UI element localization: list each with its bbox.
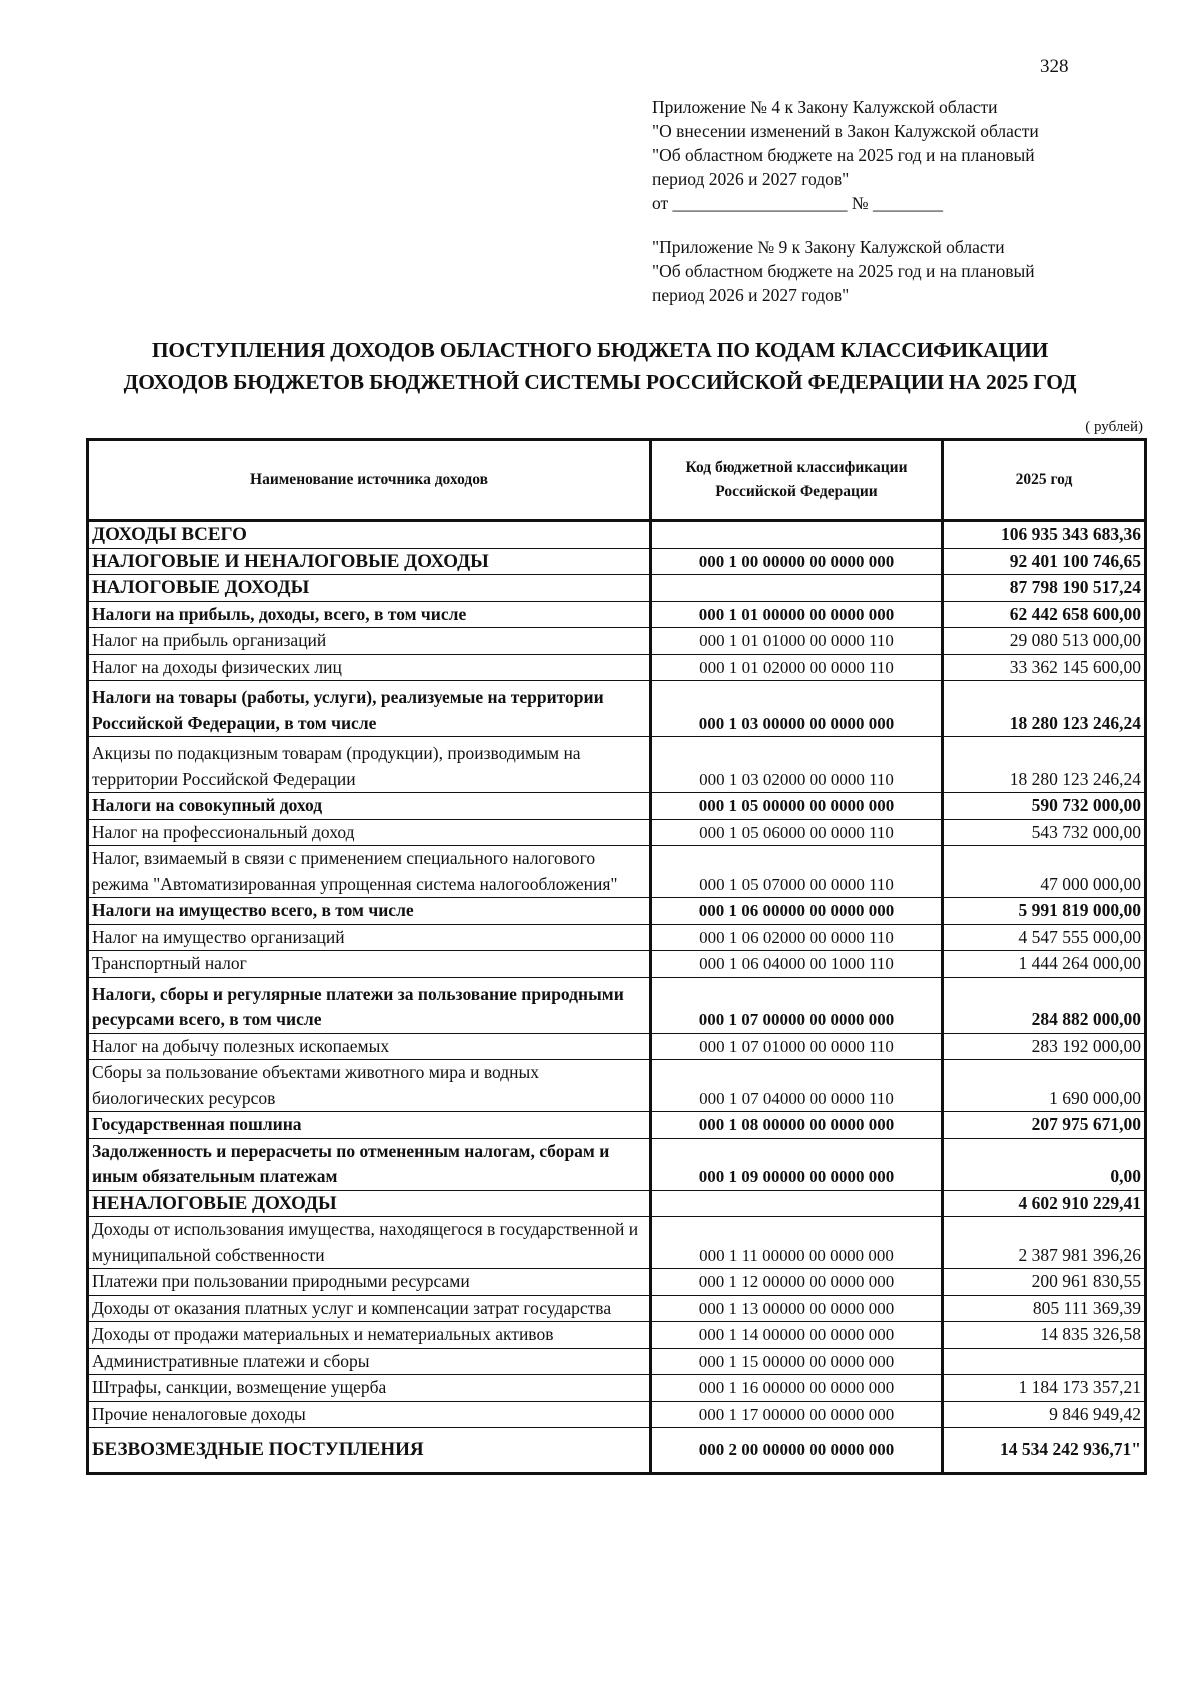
table-row bbox=[88, 1375, 1146, 1402]
row-name-cell: Налоги на товары (работы, услуги), реализуемые на территории Российской Федерации, в том числе bbox=[88, 681, 651, 737]
row-name-cell: Штрафы, санкции, возмещение ущерба bbox=[88, 1375, 651, 1402]
row-value-cell: 1 444 264 000,00 bbox=[943, 951, 1146, 978]
row-value-cell: 9 846 949,42 bbox=[943, 1401, 1146, 1428]
row-value-cell: 1 184 173 357,21 bbox=[943, 1375, 1146, 1402]
row-name-cell: БЕЗВОЗМЕЗДНЫЕ ПОСТУПЛЕНИЯ bbox=[88, 1428, 651, 1474]
row-code-cell: 000 1 11 00000 00 0000 000 bbox=[651, 1217, 943, 1269]
appendix-date-number-line: от ____________________ № ________ bbox=[652, 193, 943, 213]
units-label: ( рублей) bbox=[1085, 419, 1143, 435]
table-row bbox=[88, 1348, 1146, 1375]
row-value-cell: 543 732 000,00 bbox=[943, 819, 1146, 846]
row-name-cell: Административные платежи и сборы bbox=[88, 1348, 651, 1375]
document-title bbox=[60, 334, 1140, 398]
table-row bbox=[88, 1269, 1146, 1296]
column-header-name: Наименование источника доходов bbox=[88, 440, 651, 521]
table-header-row bbox=[88, 440, 1146, 521]
table-row bbox=[88, 819, 1146, 846]
row-value-cell: 283 192 000,00 bbox=[943, 1033, 1146, 1060]
row-value-cell: 4 547 555 000,00 bbox=[943, 924, 1146, 951]
row-name-cell: Платежи при пользовании природными ресурсами bbox=[88, 1269, 651, 1296]
row-value-cell: 14 534 242 936,71" bbox=[943, 1428, 1146, 1474]
row-name-cell: Доходы от использования имущества, находящегося в государственной и муниципальной собственности bbox=[88, 1217, 651, 1269]
row-name-cell: Налоги на прибыль, доходы, всего, в том числе bbox=[88, 601, 651, 628]
row-code-cell: 000 1 05 00000 00 0000 000 bbox=[651, 793, 943, 820]
row-value-cell: 284 882 000,00 bbox=[943, 977, 1146, 1033]
table-row bbox=[88, 1217, 1146, 1269]
row-code-cell: 000 1 01 02000 00 0000 110 bbox=[651, 654, 943, 681]
table-row bbox=[88, 898, 1146, 925]
column-header-year: 2025 год bbox=[943, 440, 1146, 521]
row-value-cell: 92 401 100 746,65 bbox=[943, 548, 1146, 575]
appendix-line: период 2026 и 2027 годов" bbox=[652, 169, 850, 189]
row-name-cell: Задолженность и перерасчеты по отмененным налогам, сборам и иным обязательным платежам bbox=[88, 1138, 651, 1190]
quoted-appendix-line: период 2026 и 2027 годов" bbox=[652, 285, 850, 305]
row-code-cell: 000 1 07 00000 00 0000 000 bbox=[651, 977, 943, 1033]
row-code-cell bbox=[651, 521, 943, 549]
appendix-line: "Об областном бюджете на 2025 год и на плановый bbox=[652, 145, 1035, 165]
table-row bbox=[88, 1322, 1146, 1349]
row-code-cell: 000 1 05 06000 00 0000 110 bbox=[651, 819, 943, 846]
row-value-cell: 200 961 830,55 bbox=[943, 1269, 1146, 1296]
row-value-cell: 805 111 369,39 bbox=[943, 1295, 1146, 1322]
table-row bbox=[88, 654, 1146, 681]
row-code-cell: 000 1 16 00000 00 0000 000 bbox=[651, 1375, 943, 1402]
row-code-cell: 000 1 03 00000 00 0000 000 bbox=[651, 681, 943, 737]
page-number: 328 bbox=[1040, 56, 1069, 77]
row-code-cell bbox=[651, 575, 943, 602]
row-value-cell: 87 798 190 517,24 bbox=[943, 575, 1146, 602]
row-code-cell: 000 1 15 00000 00 0000 000 bbox=[651, 1348, 943, 1375]
table-row bbox=[88, 1060, 1146, 1112]
row-value-cell: 106 935 343 683,36 bbox=[943, 521, 1146, 549]
row-code-cell: 000 1 06 04000 00 1000 110 bbox=[651, 951, 943, 978]
row-code-cell: 000 1 08 00000 00 0000 000 bbox=[651, 1112, 943, 1139]
row-code-cell: 000 1 13 00000 00 0000 000 bbox=[651, 1295, 943, 1322]
column-header-code-line-1: Код бюджетной классификации bbox=[685, 459, 908, 476]
appendix-header bbox=[652, 95, 1122, 307]
row-value-cell: 18 280 123 246,24 bbox=[943, 737, 1146, 793]
row-name-cell: Налог на профессиональный доход bbox=[88, 819, 651, 846]
row-value-cell: 4 602 910 229,41 bbox=[943, 1190, 1146, 1217]
appendix-line: Приложение № 4 к Закону Калужской области bbox=[652, 97, 998, 117]
row-name-cell: ДОХОДЫ ВСЕГО bbox=[88, 521, 651, 549]
table-row bbox=[88, 521, 1146, 549]
row-code-cell bbox=[651, 1190, 943, 1217]
row-code-cell: 000 1 06 00000 00 0000 000 bbox=[651, 898, 943, 925]
table-row bbox=[88, 793, 1146, 820]
column-header-code bbox=[651, 440, 943, 521]
row-name-cell: Налог, взимаемый в связи с применением специального налогового режима "Автоматизированная упрощенная система налогообложения" bbox=[88, 846, 651, 898]
appendix-line: "О внесении изменений в Закон Калужской области bbox=[652, 121, 1039, 141]
row-code-cell: 000 1 17 00000 00 0000 000 bbox=[651, 1401, 943, 1428]
table-row bbox=[88, 846, 1146, 898]
table-row bbox=[88, 1295, 1146, 1322]
row-code-cell: 000 1 06 02000 00 0000 110 bbox=[651, 924, 943, 951]
row-value-cell: 2 387 981 396,26 bbox=[943, 1217, 1146, 1269]
quoted-appendix-line: "Об областном бюджете на 2025 год и на плановый bbox=[652, 261, 1035, 281]
row-name-cell: Государственная пошлина bbox=[88, 1112, 651, 1139]
row-name-cell: Транспортный налог bbox=[88, 951, 651, 978]
table-row bbox=[88, 924, 1146, 951]
table-row bbox=[88, 628, 1146, 655]
row-name-cell: Доходы от оказания платных услуг и компенсации затрат государства bbox=[88, 1295, 651, 1322]
row-name-cell: Налоги на имущество всего, в том числе bbox=[88, 898, 651, 925]
row-value-cell: 590 732 000,00 bbox=[943, 793, 1146, 820]
row-value-cell bbox=[943, 1348, 1146, 1375]
row-value-cell: 33 362 145 600,00 bbox=[943, 654, 1146, 681]
row-name-cell: Налоги, сборы и регулярные платежи за пользование природными ресурсами всего, в том числе bbox=[88, 977, 651, 1033]
row-value-cell: 14 835 326,58 bbox=[943, 1322, 1146, 1349]
row-name-cell: НАЛОГОВЫЕ ДОХОДЫ bbox=[88, 575, 651, 602]
table-row bbox=[88, 1190, 1146, 1217]
row-name-cell: Сборы за пользование объектами животного мира и водных биологических ресурсов bbox=[88, 1060, 651, 1112]
table-row bbox=[88, 1401, 1146, 1428]
table-body bbox=[88, 521, 1146, 1474]
spacer bbox=[652, 215, 1122, 235]
table-row bbox=[88, 1033, 1146, 1060]
table-row bbox=[88, 737, 1146, 793]
table-row bbox=[88, 1428, 1146, 1474]
table-row bbox=[88, 951, 1146, 978]
row-name-cell: Акцизы по подакцизным товарам (продукции), производимым на территории Российской Федерации bbox=[88, 737, 651, 793]
table-row bbox=[88, 1112, 1146, 1139]
row-code-cell: 000 1 00 00000 00 0000 000 bbox=[651, 548, 943, 575]
row-name-cell: Доходы от продажи материальных и нематериальных активов bbox=[88, 1322, 651, 1349]
row-name-cell: Налог на имущество организаций bbox=[88, 924, 651, 951]
row-value-cell: 207 975 671,00 bbox=[943, 1112, 1146, 1139]
table-row bbox=[88, 575, 1146, 602]
row-code-cell: 000 1 12 00000 00 0000 000 bbox=[651, 1269, 943, 1296]
row-code-cell: 000 2 00 00000 00 0000 000 bbox=[651, 1428, 943, 1474]
row-code-cell: 000 1 05 07000 00 0000 110 bbox=[651, 846, 943, 898]
row-code-cell: 000 1 01 00000 00 0000 000 bbox=[651, 601, 943, 628]
row-name-cell: НЕНАЛОГОВЫЕ ДОХОДЫ bbox=[88, 1190, 651, 1217]
quoted-appendix-line: "Приложение № 9 к Закону Калужской области bbox=[652, 237, 1005, 257]
row-value-cell: 5 991 819 000,00 bbox=[943, 898, 1146, 925]
row-code-cell: 000 1 01 01000 00 0000 110 bbox=[651, 628, 943, 655]
table-row bbox=[88, 601, 1146, 628]
row-name-cell: Прочие неналоговые доходы bbox=[88, 1401, 651, 1428]
table-row bbox=[88, 1138, 1146, 1190]
row-name-cell: НАЛОГОВЫЕ И НЕНАЛОГОВЫЕ ДОХОДЫ bbox=[88, 548, 651, 575]
row-name-cell: Налог на доходы физических лиц bbox=[88, 654, 651, 681]
row-name-cell: Налог на добычу полезных ископаемых bbox=[88, 1033, 651, 1060]
row-value-cell: 29 080 513 000,00 bbox=[943, 628, 1146, 655]
row-code-cell: 000 1 07 04000 00 0000 110 bbox=[651, 1060, 943, 1112]
table-row bbox=[88, 548, 1146, 575]
row-value-cell: 18 280 123 246,24 bbox=[943, 681, 1146, 737]
row-code-cell: 000 1 14 00000 00 0000 000 bbox=[651, 1322, 943, 1349]
row-value-cell: 1 690 000,00 bbox=[943, 1060, 1146, 1112]
row-name-cell: Налог на прибыль организаций bbox=[88, 628, 651, 655]
table-row bbox=[88, 681, 1146, 737]
row-code-cell: 000 1 03 02000 00 0000 110 bbox=[651, 737, 943, 793]
title-line-1: ПОСТУПЛЕНИЯ ДОХОДОВ ОБЛАСТНОГО БЮДЖЕТА ПО КОДАМ КЛАССИФИКАЦИИ bbox=[151, 338, 1049, 362]
row-value-cell: 47 000 000,00 bbox=[943, 846, 1146, 898]
table-row bbox=[88, 977, 1146, 1033]
row-value-cell: 0,00 bbox=[943, 1138, 1146, 1190]
column-header-code-line-2: Российской Федерации bbox=[715, 483, 878, 500]
row-code-cell: 000 1 07 01000 00 0000 110 bbox=[651, 1033, 943, 1060]
row-name-cell: Налоги на совокупный доход bbox=[88, 793, 651, 820]
title-line-2: ДОХОДОВ БЮДЖЕТОВ БЮДЖЕТНОЙ СИСТЕМЫ РОССИЙСКОЙ ФЕДЕРАЦИИ НА 2025 ГОД bbox=[123, 370, 1077, 394]
row-value-cell: 62 442 658 600,00 bbox=[943, 601, 1146, 628]
revenue-table bbox=[86, 438, 1147, 1475]
row-code-cell: 000 1 09 00000 00 0000 000 bbox=[651, 1138, 943, 1190]
